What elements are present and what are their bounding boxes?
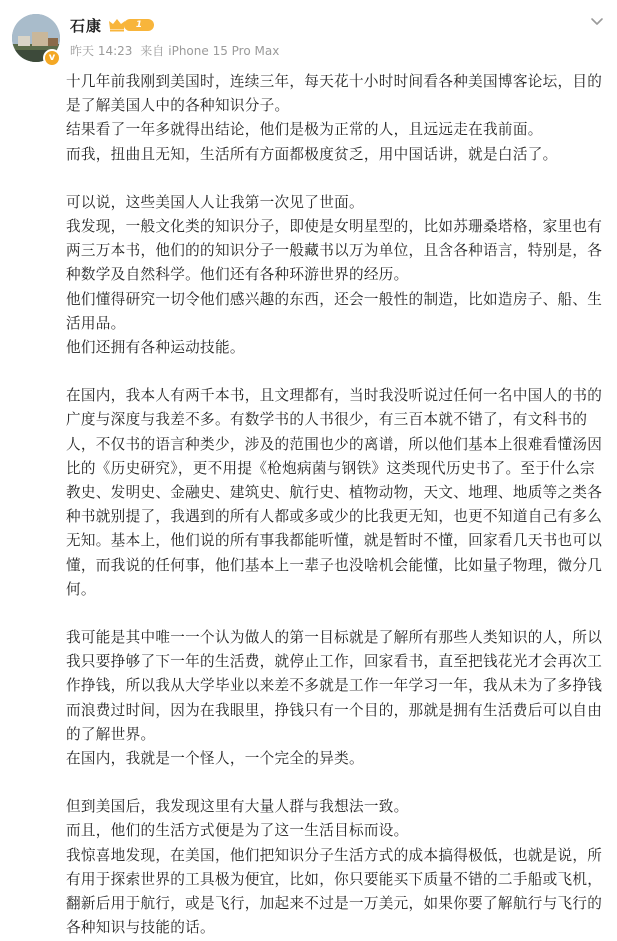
- post-paragraph: 他们懂得研究一切令他们感兴趣的东西，还会一般性的制造，比如造房子、船、生活用品。: [66, 290, 603, 332]
- post-paragraph: 而且，他们的生活方式便是为了这一生活目标而设。: [66, 822, 409, 840]
- post-content: [66, 70, 606, 941]
- post-paragraph: 十几年前我刚到美国时，连续三年，每天花十小时时间看各种美国博客论坛，目的是了解美国人中的各种知识分子。: [66, 73, 603, 115]
- post-paragraph: 在国内，我就是一个怪人，一个完全的异类。: [66, 750, 364, 768]
- post-time: 昨天 14:23: [70, 44, 133, 58]
- post-paragraph: 但到美国后，我发现这里有大量人群与我想法一致。: [66, 798, 409, 816]
- post-paragraph: 他们还拥有各种运动技能。: [66, 339, 245, 357]
- vip-level: 1: [124, 19, 154, 31]
- device-source[interactable]: iPhone 15 Pro Max: [168, 44, 280, 58]
- vip-badge[interactable]: [108, 17, 154, 33]
- post-paragraph: 我惊喜地发现，在美国，他们把知识分子生活方式的成本搞得极低，也就是说，所有用于探索世界的工具极为便宜，比如，你只要能买下质量不错的二手船或飞机，翻新后用于航行，或是飞行，加起来不过是一万美元，如果你要了解航行与飞行的各种知识与技能的话。: [66, 846, 603, 937]
- source-prefix: 来自: [140, 44, 165, 58]
- post-paragraph: 我可能是其中唯一一个认为做人的第一目标就是了解所有那些人类知识的人，所以我只要挣够了下一年的生活费，就停止工作，回家看书，直至把钱花光才会再次工作挣钱，所以我从大学毕业以来差不多就是工作一年学习一年，我从未为了多挣钱而浪费过时间，因为在我眼里，挣钱只有一个目的，那就是拥有生活费后可以自由的了解世界。: [66, 629, 603, 743]
- post-paragraph: 我发现，一般文化类的知识分子，即使是女明星型的，比如苏珊桑塔格，家里也有两三万本书，他们的的知识分子一般藏书以万为单位，且含各种语言，特别是，各种数学及自然科学。他们还有各种环游世界的经历。: [66, 218, 603, 284]
- post-paragraph: 结果看了一年多就得出结论，他们是极为正常的人，且远远走在我前面。: [66, 121, 543, 139]
- post-paragraph: 而我，扭曲且无知，生活所有方面都极度贫乏，用中国话讲，就是白活了。: [66, 145, 558, 163]
- post-meta: [70, 42, 283, 59]
- chevron-down-icon[interactable]: [587, 12, 607, 32]
- post-paragraph: 在国内，我本人有两千本书，且文理都有，当时我没听说过任何一名中国人的书的广度与深度与我差不多。有数学书的人书很少，有三百本就不错了，有文科书的人，不仅书的语言种类少，涉及的范围也少的离谱，所以他们基本上很难看懂汤因比的《历史研究》，更不用提《枪炮病菌与钢铁》这类现代历史书了。至于什么宗教史、发明史、金融史、建筑史、航行史、植物动物，天文、地理、地质等之类各种书就别提了，我遇到的所有人都或多或少的比我更无知，也更不知道自己有多么无知。基本上，他们说的所有事我都能听懂，就是暂时不懂，回家看几天书也可以懂，而我说的任何事，他们基本上一辈子也没啥机会能懂，比如量子物理，微分几何。: [66, 387, 603, 598]
- verified-badge-icon: v: [43, 49, 61, 67]
- username[interactable]: 石康: [70, 16, 103, 35]
- post-paragraph: 可以说，这些美国人人让我第一次见了世面。: [66, 193, 364, 211]
- post-header: [0, 0, 617, 70]
